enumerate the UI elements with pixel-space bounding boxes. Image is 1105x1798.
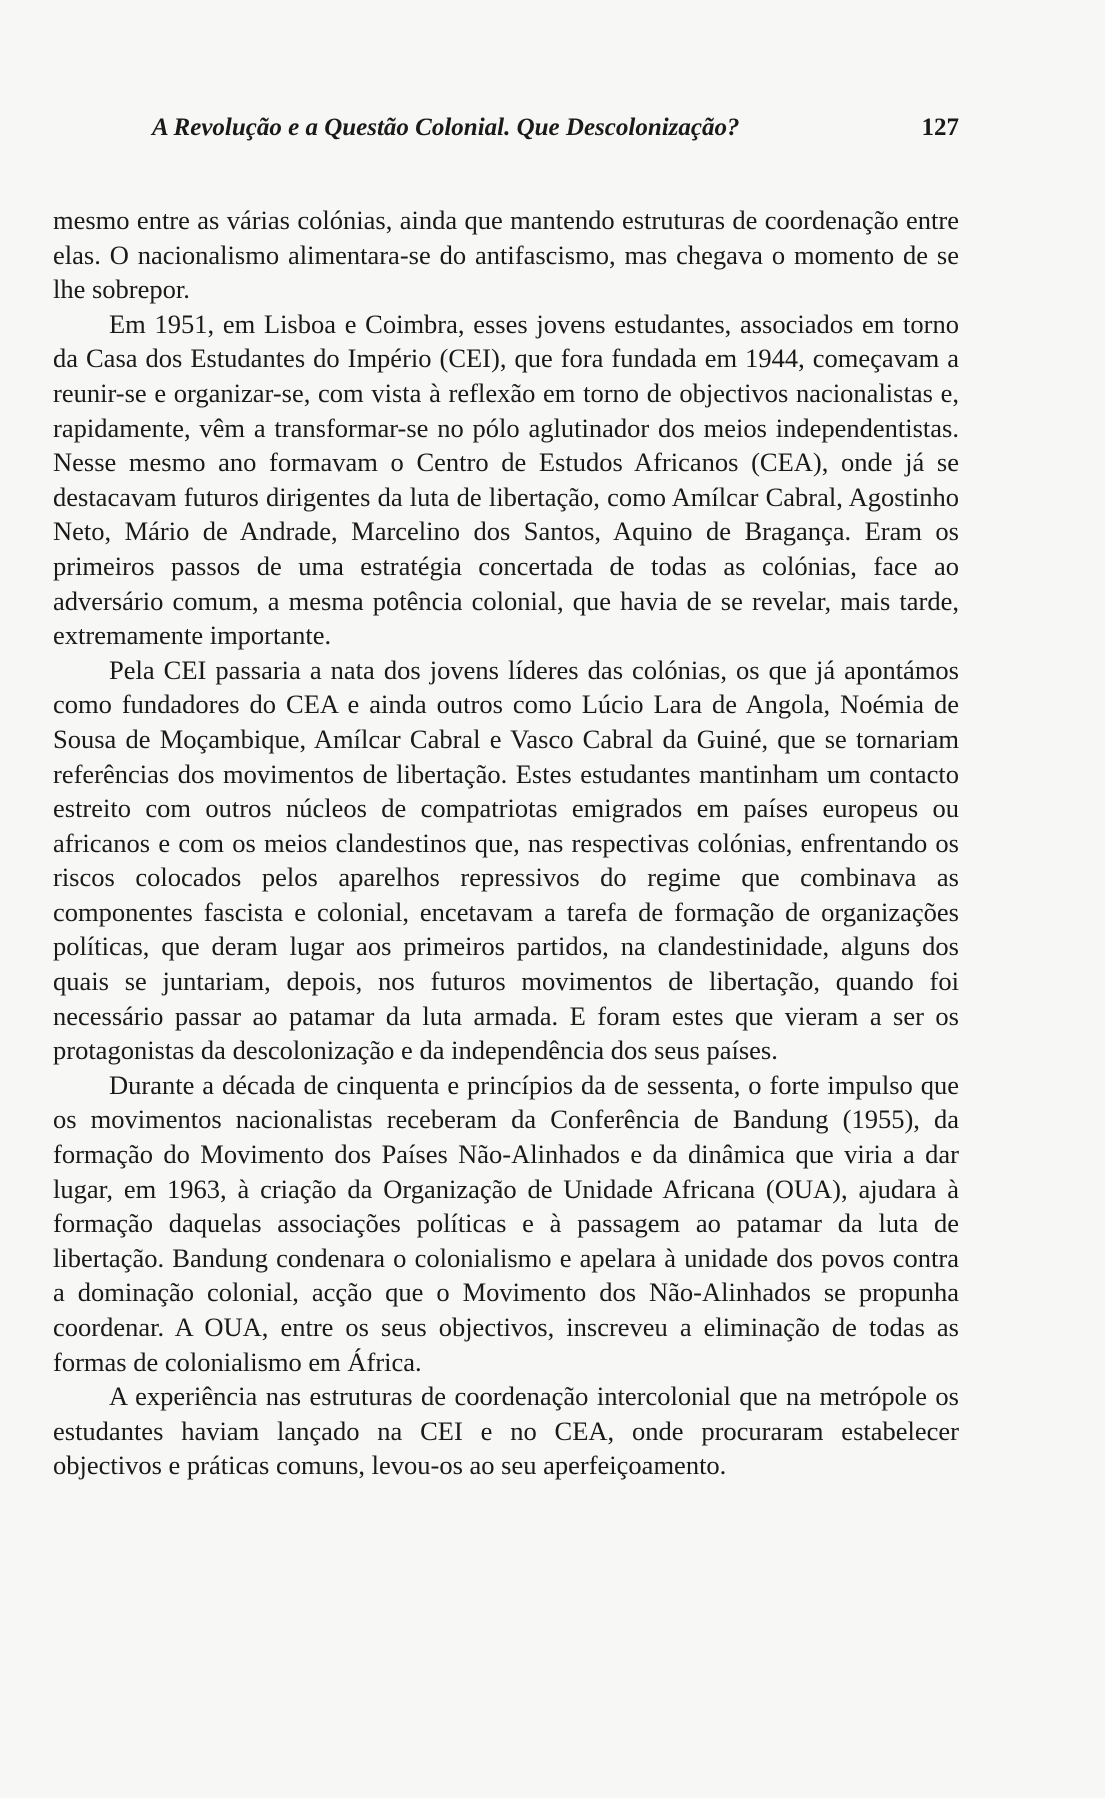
running-header: [152, 112, 959, 144]
paragraph: Pela CEI passaria a nata dos jovens líderes das colónias, os que já apontámos como fundadores do CEA e ainda outros como Lúcio Lara de Angola, Noémia de Sousa de Moçambique, Amílcar Cabral e Vasco Cabral da Guiné, que se tornariam referências dos movimentos de libertação. Estes estudantes mantinham um contacto estreito com outros núcleos de compatriotas emigrados em países europeus ou africanos e com os meios clandestinos que, nas respectivas colónias, enfrentando os riscos colocados pelos aparelhos repressivos do regime que combinava as componentes fascista e colonial, encetavam a tarefa de formação de organizações políticas, que deram lugar aos primeiros partidos, na clandestinidade, alguns dos quais se juntariam, depois, nos futuros movimentos de libertação, quando foi necessário passar ao patamar da luta armada. E foram estes que vieram a ser os protagonistas da descolonização e da independência dos seus países.: [53, 654, 959, 1066]
body-text: [53, 203, 959, 1483]
page-number: 127: [921, 114, 959, 141]
paragraph-continued: mesmo entre as várias colónias, ainda que mantendo estruturas de coordenação entre elas. O nacionalismo alimentara-se do antifascismo, mas chegava o momento de se lhe sobrepor.: [53, 205, 959, 305]
paragraph: A experiência nas estruturas de coordenação intercolonial que na metrópole os estudantes haviam lançado na CEI e no CEA, onde procuraram estabelecer objectivos e práticas comuns, levou-os ao seu aperfeiçoamento.: [53, 1381, 959, 1481]
paragraph: Durante a década de cinquenta e princípios da de sessenta, o forte impulso que os movimentos nacionalistas receberam da Conferência de Bandung (1955), da formação do Movimento dos Países Não-Alinhados e da dinâmica que viria a dar lugar, em 1963, à criação da Organização de Unidade Africana (OUA), ajudara à formação daquelas associações políticas e à passagem ao patamar da luta de libertação. Bandung condenara o colonialismo e apelara à unidade dos povos contra a dominação colonial, acção que o Movimento dos Não-Alinhados se propunha coordenar. A OUA, entre os seus objectivos, inscreveu a eliminação de todas as formas de colonialismo em África.: [53, 1069, 959, 1377]
running-header-title: A Revolução e a Questão Colonial. Que Descolonização?: [152, 114, 740, 141]
paragraph: Em 1951, em Lisboa e Coimbra, esses jovens estudantes, associados em torno da Casa dos Estudantes do Império (CEI), que fora fundada em 1944, começavam a reunir-se e organizar-se, com vista à reflexão em torno de objectivos nacionalistas e, rapidamente, vêm a transformar-se no pólo aglutinador dos meios independentistas. Nesse mesmo ano formavam o Centro de Estudos Africanos (CEA), onde já se destacavam futuros dirigentes da luta de libertação, como Amílcar Cabral, Agostinho Neto, Mário de Andrade, Marcelino dos Santos, Aquino de Bragança. Eram os primeiros passos de uma estratégia concertada de todas as colónias, face ao adversário comum, a mesma potência colonial, que havia de se revelar, mais tarde, extremamente importante.: [53, 308, 959, 651]
